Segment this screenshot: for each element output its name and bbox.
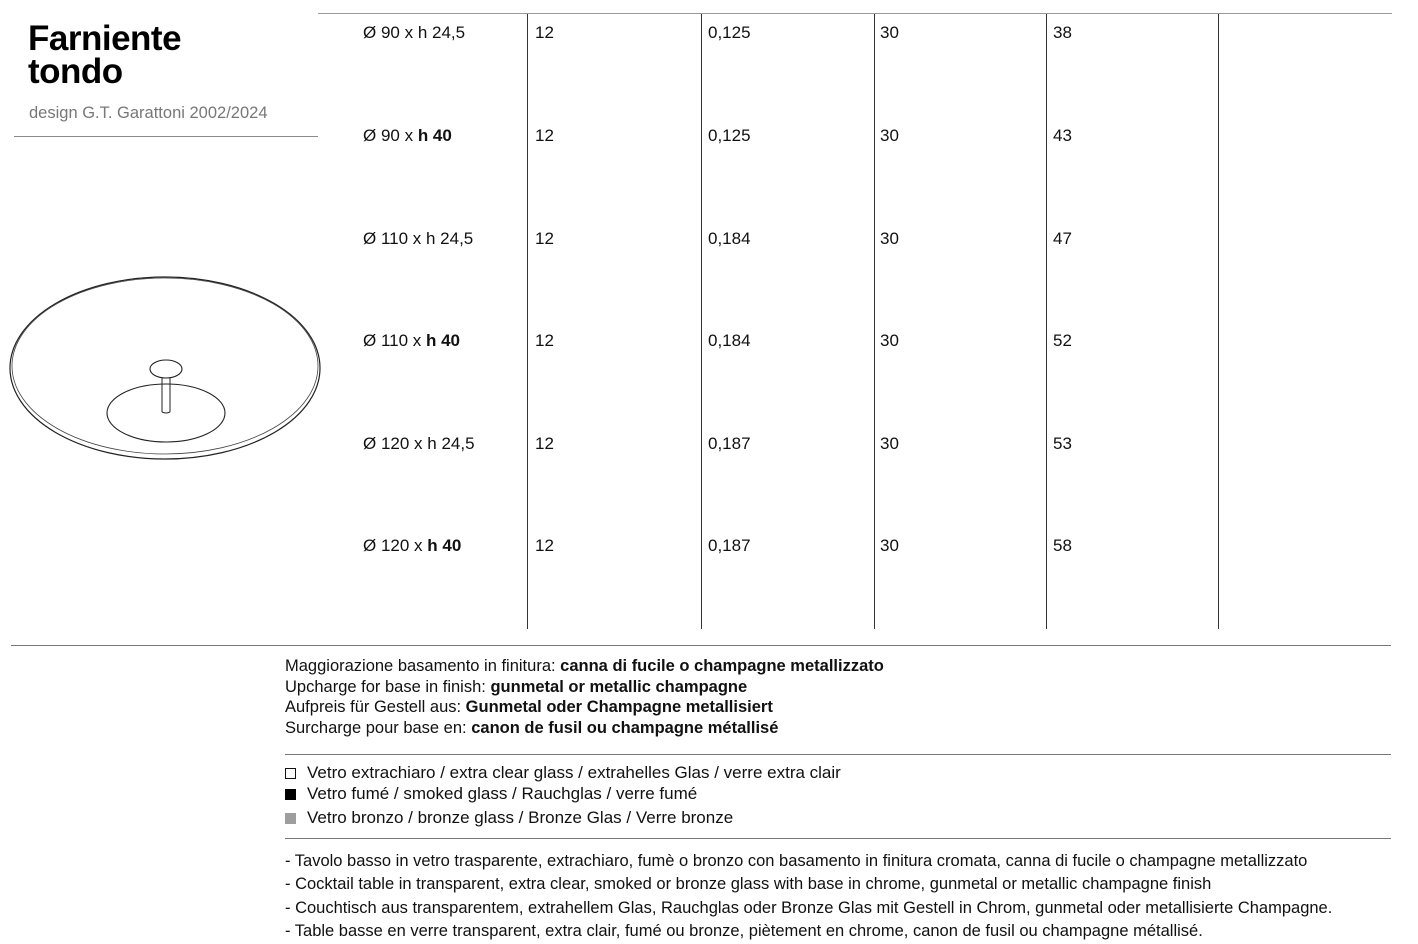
dimension-height: h 24,5 <box>427 434 475 453</box>
surcharge-value: gunmetal or metallic champagne <box>490 677 748 696</box>
section-divider <box>11 645 1391 646</box>
column-divider <box>1218 14 1219 629</box>
column-divider <box>701 14 702 629</box>
column-divider <box>1046 14 1047 629</box>
table-cell: 12 <box>535 331 554 350</box>
surcharge-value: canon de fusil ou champagne métallisé <box>471 718 779 737</box>
table-cell: 30 <box>880 434 899 453</box>
dimension-prefix: Ø 110 x <box>363 331 426 350</box>
dimension-cell <box>363 229 473 249</box>
table-cell: 0,125 <box>708 126 751 145</box>
surcharge-line-it <box>285 656 884 677</box>
column-divider <box>874 14 875 629</box>
table-illustration <box>8 272 328 464</box>
table-cell: 12 <box>535 23 554 42</box>
grey-square-icon <box>285 813 296 824</box>
dimension-prefix: Ø 120 x <box>363 434 428 453</box>
dimension-prefix: Ø 90 x <box>363 23 418 42</box>
dimension-height: h 40 <box>417 126 452 145</box>
dimension-prefix: Ø 110 x <box>363 229 426 248</box>
dimension-cell <box>363 23 465 43</box>
product-title <box>28 19 182 91</box>
description-line-fr: - Table basse en verre transparent, extra clair, fumé ou bronze, piètement en chrome, canon de fusil ou champagne métallisé. <box>285 921 1203 940</box>
dimension-prefix: Ø 120 x <box>363 536 428 555</box>
surcharge-label: Maggiorazione basamento in finitura: <box>285 657 561 675</box>
table-cell: 12 <box>535 126 554 145</box>
designer-credit: design G.T. Garattoni 2002/2024 <box>29 104 268 122</box>
glass-option-extra-clear <box>285 763 841 783</box>
table-cell: 30 <box>880 126 899 145</box>
table-cell: 53 <box>1053 434 1072 453</box>
surcharge-label: Aufpreis für Gestell aus: <box>285 698 466 716</box>
product-description <box>285 850 1332 943</box>
table-cell: 43 <box>1053 126 1072 145</box>
table-cell: 0,187 <box>708 434 751 453</box>
table-cell: 38 <box>1053 23 1072 42</box>
surcharge-value: canna di fucile o champagne metallizzato <box>560 657 884 675</box>
table-cell: 12 <box>535 536 554 555</box>
table-cell: 30 <box>880 536 899 555</box>
table-cell: 0,125 <box>708 23 751 42</box>
table-cell: 0,187 <box>708 536 751 555</box>
table-cell: 52 <box>1053 331 1072 350</box>
description-line-en: - Cocktail table in transparent, extra clear, smoked or bronze glass with base in chrome, gunmetal or metallic champagne finish <box>285 875 1212 894</box>
column-divider <box>527 14 528 629</box>
dimension-cell <box>363 331 460 351</box>
surcharge-value: Gunmetal oder Champagne metallisiert <box>465 698 773 716</box>
section-divider <box>285 838 1391 839</box>
glass-option-bronze <box>285 808 733 828</box>
column-foot <box>162 412 170 413</box>
glass-option-label: Vetro bronzo / bronze glass / Bronze Glas / Verre bronze <box>307 808 734 827</box>
dimension-cell <box>363 434 475 454</box>
surcharge-line-fr <box>285 718 884 739</box>
table-cell: 58 <box>1053 536 1072 555</box>
dimension-cell <box>363 536 461 556</box>
table-cell: 30 <box>880 23 899 42</box>
table-cell: 47 <box>1053 229 1072 248</box>
dimension-cell <box>363 126 452 146</box>
column-cap <box>150 360 182 378</box>
dimension-height: h 40 <box>427 536 462 555</box>
dimension-height: h 24,5 <box>426 229 474 248</box>
table-cell: 12 <box>535 229 554 248</box>
surcharge-label: Upcharge for base in finish: <box>285 677 491 696</box>
dimension-height: h 24,5 <box>417 23 466 42</box>
surcharge-notes <box>285 656 884 738</box>
surcharge-label: Surcharge pour base en: <box>285 718 472 737</box>
table-cell: 0,184 <box>708 229 751 248</box>
filled-square-icon <box>285 789 296 800</box>
description-line-de: - Couchtisch aus transparentem, extrahellem Glas, Rauchglas oder Bronze Glas mit Gestell in Chrom, gunmetal oder metallisierte Champagne. <box>285 898 1333 917</box>
product-title-line-1: Farniente <box>28 19 182 58</box>
product-title-line-2: tondo <box>28 52 123 91</box>
surcharge-line-de <box>285 697 884 718</box>
description-line-it: - Tavolo basso in vetro trasparente, extrachiaro, fumè o bronzo con basamento in finitura cromata, canna di fucile o champagne metallizzato <box>285 852 1308 870</box>
table-cell: 30 <box>880 331 899 350</box>
top-rule <box>318 13 1392 14</box>
table-cell: 30 <box>880 229 899 248</box>
table-cell: 12 <box>535 434 554 453</box>
table-cell: 0,184 <box>708 331 751 350</box>
glass-option-smoked <box>285 784 697 804</box>
surcharge-line-en <box>285 677 884 698</box>
dimension-prefix: Ø 90 x <box>363 126 418 145</box>
glass-option-label: Vetro fumé / smoked glass / Rauchglas / verre fumé <box>307 784 698 803</box>
section-divider <box>285 754 1391 755</box>
glass-option-label: Vetro extrachiaro / extra clear glass / extrahelles Glas / verre extra clair <box>307 763 841 782</box>
outline-square-icon <box>285 768 296 779</box>
dimension-height: h 40 <box>426 331 461 350</box>
